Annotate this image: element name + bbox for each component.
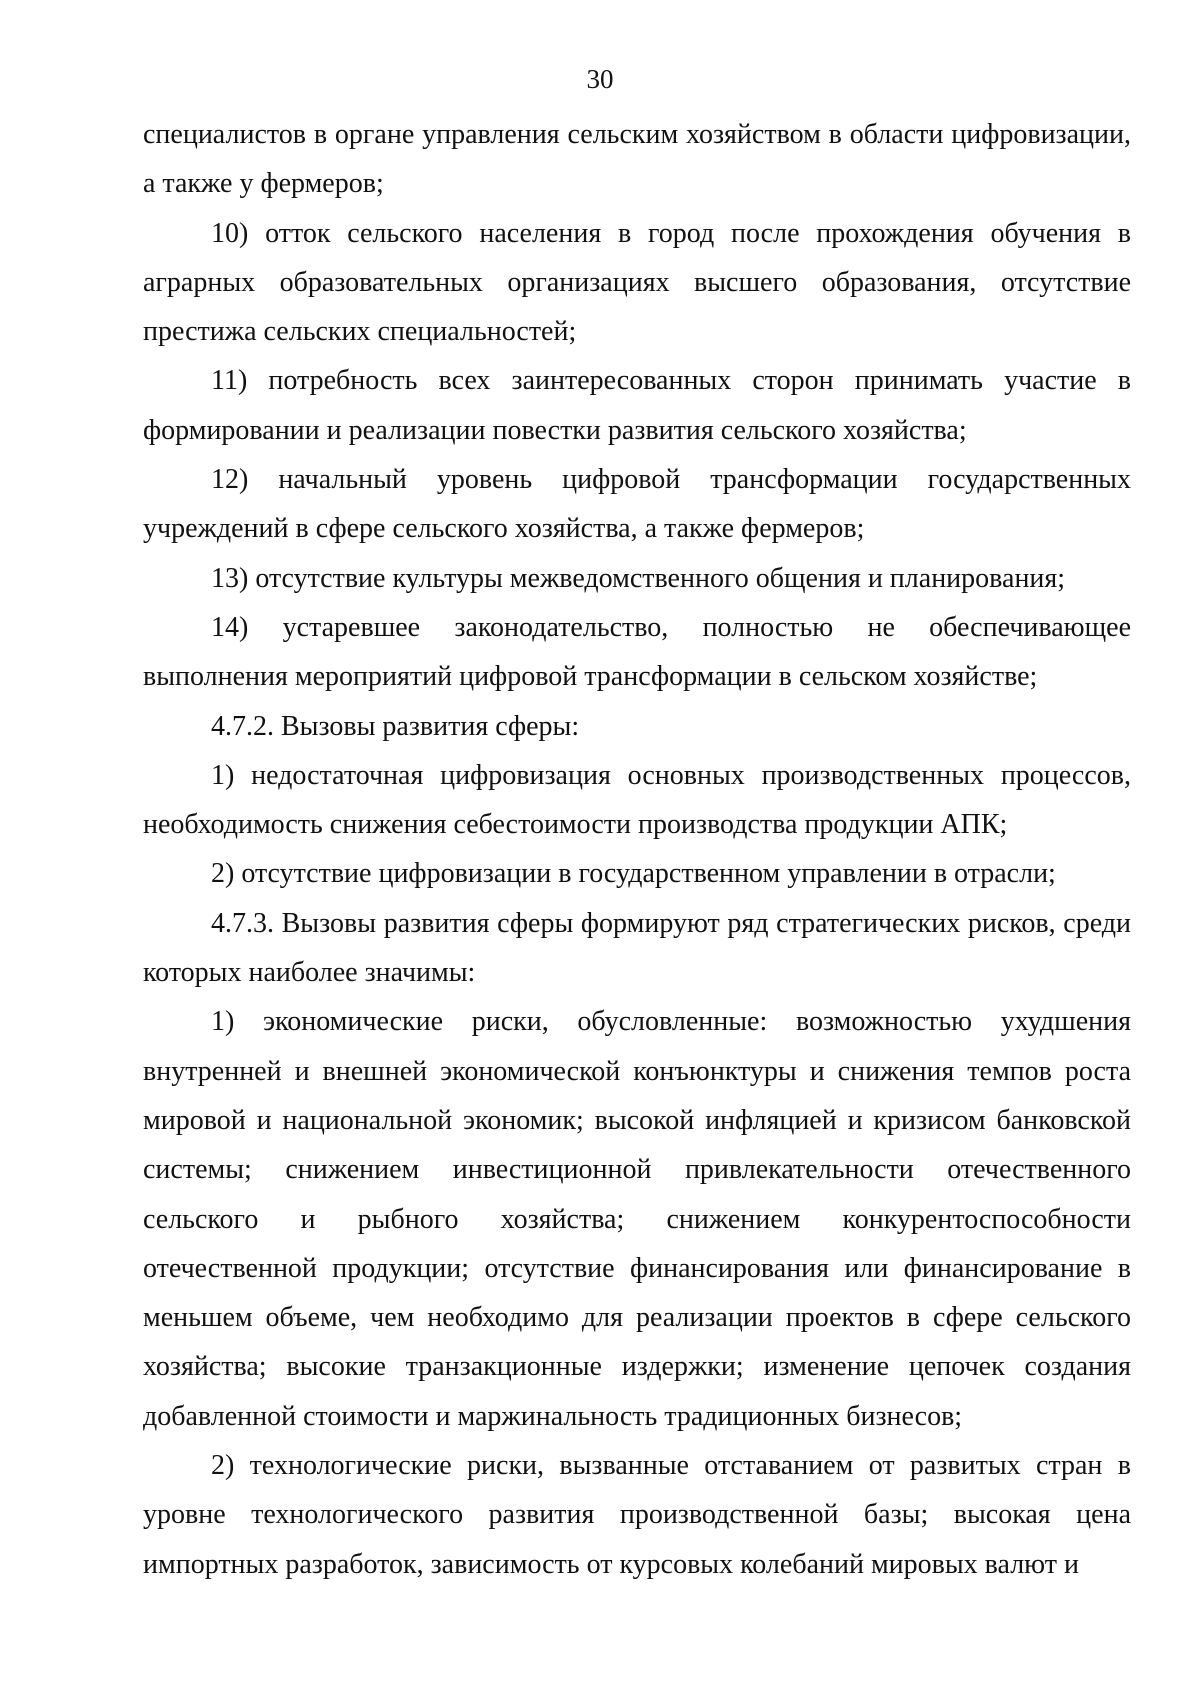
list-item-10: 10) отток сельского населения в город после прохождения обучения в аграрных образовательных организациях высшего образования, отсутствие престижа сельских специальностей; <box>143 217 1131 348</box>
list-item-12: 12) начальный уровень цифровой трансформации государственных учреждений в сфере сельского хозяйства, а также фермеров; <box>143 464 1131 545</box>
paragraph-continuation: специалистов в органе управления сельским хозяйством в области цифровизации, а также у фермеров; <box>143 119 1131 200</box>
challenge-item-2: 2) отсутствие цифровизации в государственном управлении в отрасли; <box>211 858 1056 890</box>
section-heading-4-7-2: 4.7.2. Вызовы развития сферы: <box>211 710 580 742</box>
list-item-11: 11) потребность всех заинтересованных сторон принимать участие в формировании и реализации повестки развития сельского хозяйства; <box>143 365 1131 446</box>
challenge-item-1: 1) недостаточная цифровизация основных производственных процессов, необходимость снижения себестоимости производства продукции АПК; <box>143 759 1131 841</box>
page-number: 30 <box>586 64 614 94</box>
section-heading-4-7-3: 4.7.3. Вызовы развития сферы формируют ряд стратегических рисков, среди которых наиболее значимы: <box>143 907 1131 989</box>
list-item-14: 14) устаревшее законодательство, полностью не обеспечивающее выполнения мероприятий цифровой трансформации в сельском хозяйстве; <box>143 611 1131 693</box>
list-item-13: 13) отсутствие культуры межведомственного общения и планирования; <box>211 562 1066 594</box>
risk-item-2-technological: 2) технологические риски, вызванные отставанием от развитых стран в уровне технологического развития производственной базы; высокая цена импортных разработок, зависимость от курсовых колебаний мировых валют и <box>143 1450 1131 1580</box>
document-body <box>143 110 1131 1589</box>
risk-item-1-economic: 1) экономические риски, обусловленные: возможностью ухудшения внутренней и внешней экономической конъюнктуры и снижения темпов роста мировой и национальной экономик; высокой инфляцией и кризисом банковской системы; снижением инвестиционной привлекательности отечественного сельского и рыбного хозяйства; снижением конкурентоспособности отечественной продукции; отсутствие финансирования или финансирование в меньшем объеме, чем необходимо для реализации проектов в сфере сельского хозяйства; высокие транзакционные издержки; изменение цепочек создания добавленной стоимости и маржинальность традиционных бизнесов; <box>143 1006 1131 1432</box>
